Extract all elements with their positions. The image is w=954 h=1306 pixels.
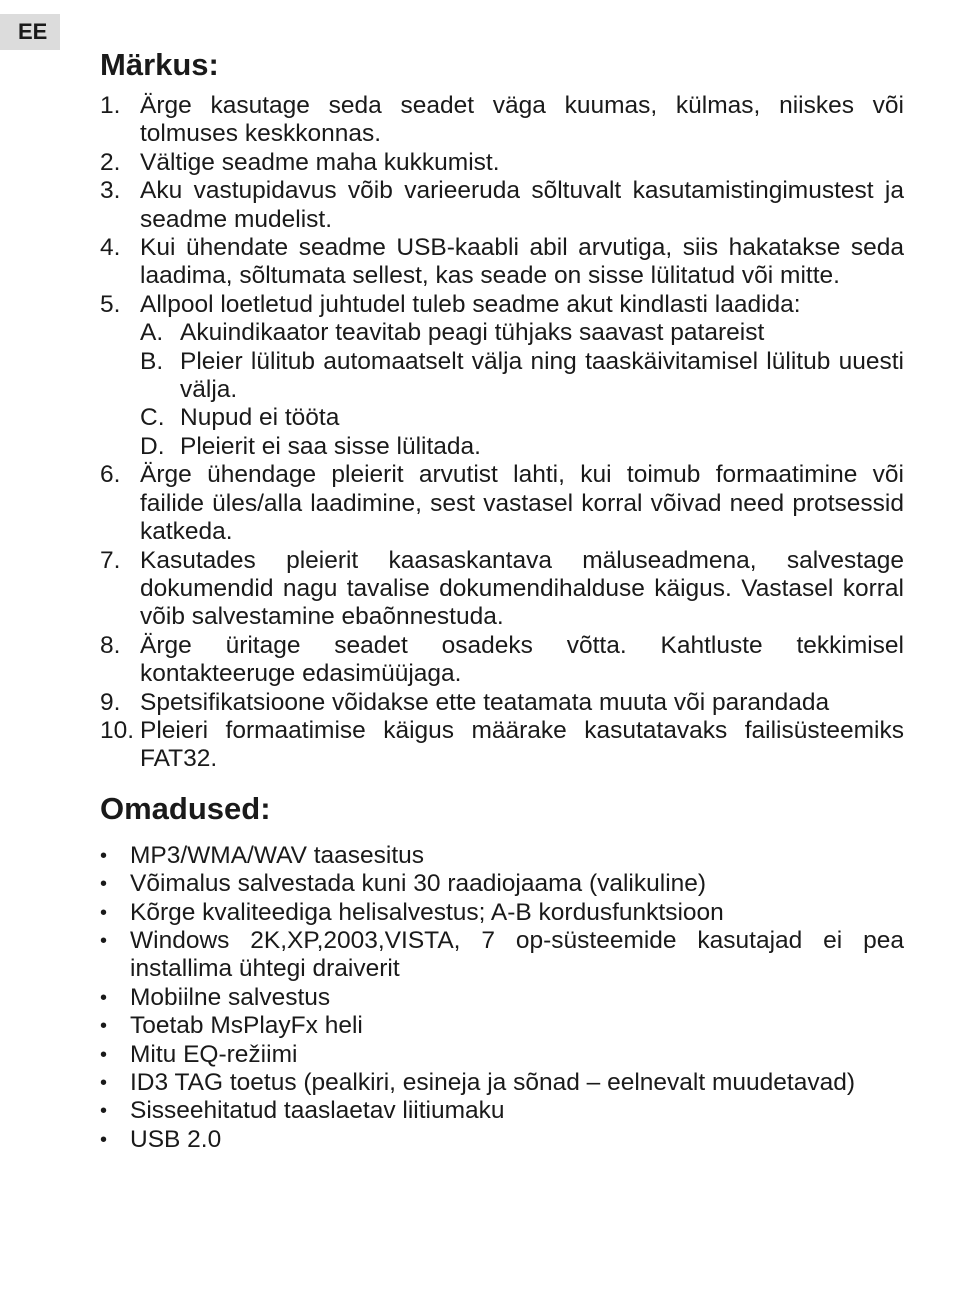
feature-text: ID3 TAG toetus (pealkiri, esineja ja sõnad – eelnevalt muudetavad) xyxy=(130,1069,855,1096)
feature-item xyxy=(100,1126,904,1154)
note-text: Ärge kasutage seda seadet väga kuumas, külmas, niiskes või tolmuses keskkonnas. xyxy=(140,92,904,148)
note-number: 2. xyxy=(100,148,121,176)
note-item-9 xyxy=(100,689,904,717)
sub-item-a xyxy=(120,319,904,347)
note-item-3 xyxy=(100,177,904,234)
feature-text: Mobiilne salvestus xyxy=(130,983,331,1011)
feature-text: Mitu EQ-režiimi xyxy=(130,1040,298,1068)
bullet-icon: • xyxy=(100,873,108,896)
note-number: 9. xyxy=(100,688,121,716)
sub-text: Pleier lülitub automaatselt välja ning taaskäivitamisel lülitub uuesti välja. xyxy=(180,347,904,404)
note-number: 4. xyxy=(100,234,121,262)
note-number: 3. xyxy=(100,177,121,205)
feature-text: USB 2.0 xyxy=(130,1125,222,1153)
feature-item xyxy=(100,1041,904,1069)
note-number: 1. xyxy=(100,92,121,119)
sub-item-d xyxy=(120,433,904,461)
page-content xyxy=(100,42,904,1154)
feature-item xyxy=(100,927,904,984)
bullet-icon: • xyxy=(100,929,108,952)
bullet-icon: • xyxy=(100,1043,108,1066)
feature-item xyxy=(100,984,904,1012)
feature-item xyxy=(100,1097,904,1125)
note-item-8 xyxy=(100,632,904,689)
feature-item xyxy=(100,1069,904,1097)
note-text: Kasutades pleierit kaasaskantava mäluseadmena, salvestage dokumendid nagu tavalise dokumendihalduse käigus. Vastasel korral võib salvestamine ebaõnnestuda. xyxy=(140,546,904,631)
sub-letter: B. xyxy=(140,347,164,375)
sub-text: Akuindikaator teavitab peagi tühjaks saavast patareist xyxy=(180,319,765,347)
feature-item xyxy=(100,870,904,898)
note-text: Ärge üritage seadet osadeks võtta. Kahtluste tekkimisel kontakteeruge edasimüüjaga. xyxy=(140,631,904,688)
sub-text: Nupud ei tööta xyxy=(180,404,340,432)
bullet-icon: • xyxy=(100,1072,108,1094)
note-text: Vältige seadme maha kukkumist. xyxy=(140,148,500,176)
note-item-10 xyxy=(100,717,904,774)
features-heading: Omadused: xyxy=(100,790,271,826)
bullet-icon: • xyxy=(100,1015,108,1038)
note-text: Kui ühendate seadme USB-kaabli abil arvutiga, siis hakatakse seda laadima, sõltumata sellest, kas seade on sisse lülitatud või mitte. xyxy=(140,234,904,290)
bullet-icon: • xyxy=(100,986,108,1009)
feature-text: Windows 2K,XP,2003,VISTA, 7 op-süsteemide kasutajad ei pea installima ühtegi draiverit xyxy=(130,926,904,983)
bullet-icon: • xyxy=(100,901,108,924)
feature-item xyxy=(100,842,904,870)
sub-item-b xyxy=(120,348,904,405)
bullet-icon: • xyxy=(100,1100,108,1123)
note-number: 6. xyxy=(100,461,121,489)
note-text: Spetsifikatsioone võidakse ette teatamata muuta või parandada xyxy=(140,688,830,716)
note-item-4 xyxy=(100,234,904,291)
note-sublist xyxy=(140,319,904,461)
bullet-icon: • xyxy=(100,844,108,867)
sub-letter: C. xyxy=(140,404,165,432)
note-number: 5. xyxy=(100,290,121,318)
sub-letter: A. xyxy=(140,319,164,347)
feature-text: Sisseehitatud taaslaetav liitiumaku xyxy=(130,1097,505,1125)
note-item-1 xyxy=(100,92,904,149)
sub-text: Pleierit ei saa sisse lülitada. xyxy=(180,432,481,460)
note-number: 10. xyxy=(100,716,135,744)
note-text: Aku vastupidavus võib varieeruda sõltuvalt kasutamistingimustest ja seadme mudelist. xyxy=(140,177,904,233)
language-tab: EE xyxy=(0,14,60,50)
notes-list xyxy=(100,92,904,774)
note-text: Pleieri formaatimise käigus määrake kasutatavaks failisüsteemiks FAT32. xyxy=(140,716,904,773)
feature-item xyxy=(100,899,904,927)
feature-text: Toetab MsPlayFx heli xyxy=(130,1012,363,1040)
feature-item xyxy=(100,1012,904,1040)
feature-text: MP3/WMA/WAV taasesitus xyxy=(130,841,425,869)
sub-item-c xyxy=(120,404,904,432)
note-item-6 xyxy=(100,461,904,546)
bullet-icon: • xyxy=(100,1128,108,1151)
feature-text: Võimalus salvestada kuni 30 raadiojaama (valikuline) xyxy=(130,870,707,898)
features-list xyxy=(100,842,904,1154)
note-number: 8. xyxy=(100,631,121,659)
note-item-7 xyxy=(100,547,904,632)
note-text: Ärge ühendage pleierit arvutist lahti, kui toimub formaatimine või failide üles/alla laadimine, sest vastasel korral võivad need protsessid katkeda. xyxy=(140,461,904,546)
note-item-2 xyxy=(100,149,904,177)
sub-letter: D. xyxy=(140,432,165,460)
note-text: Allpool loetletud juhtudel tuleb seadme akut kindlasti laadida: xyxy=(140,290,801,318)
note-number: 7. xyxy=(100,546,121,574)
notes-heading: Märkus: xyxy=(100,47,219,82)
feature-text: Kõrge kvaliteediga helisalvestus; A-B kordusfunktsioon xyxy=(130,898,724,926)
note-item-5 xyxy=(100,291,904,461)
